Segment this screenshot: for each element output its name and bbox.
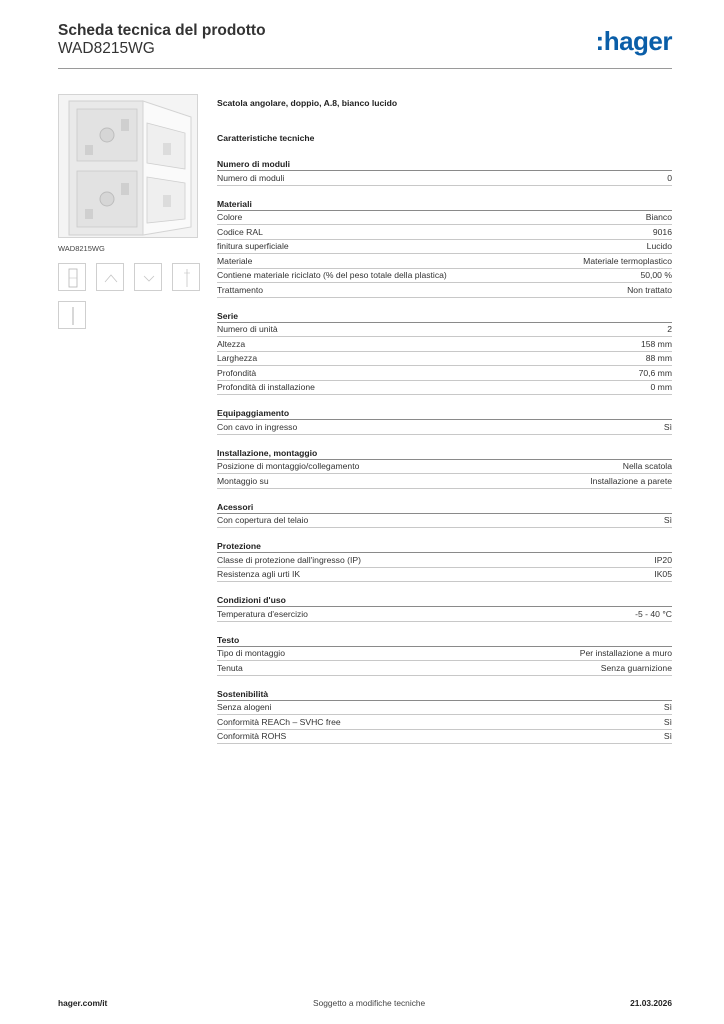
section-title: Numero di moduli [217,157,672,171]
spec-label: Con copertura del telaio [217,515,309,525]
spec-row [217,661,672,676]
spec-label: Resistenza agli urti IK [217,569,301,579]
drawing-top-icon [97,264,125,292]
spec-section [217,687,672,745]
spec-value: Sì [663,716,672,727]
spec-value: Non trattato [627,284,672,295]
spec-row [217,460,672,475]
hager-logo: :hager [595,26,672,56]
spec-label: Tenuta [217,662,243,673]
section-title: Serie [217,309,672,323]
spec-value: Sì [663,515,672,525]
spec-value: Sì [663,702,672,712]
spec-row [217,171,672,186]
spec-row [217,607,672,622]
spec-label: Tipo di montaggio [217,648,285,658]
spec-section [217,197,672,298]
spec-row [217,225,672,240]
spec-label: Trattamento [217,284,264,295]
spec-row [217,337,672,352]
spec-row [217,381,672,396]
spec-row [217,553,672,568]
spec-value: 0 mm [650,382,672,392]
spec-value: IP20 [654,554,672,565]
spec-value: 9016 [652,226,672,237]
section-title: Protezione [217,539,672,553]
spec-value: Per installazione a muro [579,648,672,658]
spec-section [217,593,672,622]
spec-value: Senza guarnizione [600,662,672,673]
spec-row [217,352,672,367]
spec-section [217,539,672,582]
spec-section [217,157,672,186]
page-header [58,22,672,58]
spec-value: Bianco [645,212,672,222]
thumbnail-profile[interactable] [58,301,86,329]
technical-specifications [217,96,672,744]
section-title: Materiali [217,197,672,211]
spec-label: Altezza [217,338,246,349]
spec-row [217,701,672,716]
spec-label: finitura superficiale [217,241,289,251]
thumbnail-side[interactable] [134,263,162,291]
spec-row [217,474,672,489]
spec-section [217,309,672,396]
spec-label: Con cavo in ingresso [217,421,298,432]
spec-row [217,568,672,583]
section-title: Sostenibilità [217,687,672,701]
spec-row [217,323,672,338]
spec-label: Larghezza [217,353,258,363]
spec-value: Lucido [646,241,672,251]
spec-value: IK05 [654,569,672,579]
section-title: Testo [217,633,672,647]
section-title: Acessori [217,500,672,514]
product-description: Scatola angolare, doppio, A.8, bianco lucido [217,98,398,108]
spec-row [217,366,672,381]
thumbnail-detail[interactable] [172,263,200,291]
footer-note: Soggetto a modifiche tecniche [313,998,426,1008]
spec-label: Numero di unità [217,324,278,334]
drawing-detail-icon [173,264,201,292]
spec-label: Posizione di montaggio/collegamento [217,461,360,471]
spec-label: Conformità ROHS [217,731,287,741]
spec-row [217,269,672,284]
spec-value: 2 [667,324,672,334]
spec-row [217,647,672,662]
spec-value: 50,00 % [640,270,672,280]
product-code: WAD8215WG [58,40,155,57]
spec-value: 88 mm [645,353,672,363]
product-image [58,94,198,238]
header-divider [58,68,672,69]
drawing-front-icon [59,264,87,292]
tech-heading: Caratteristiche tecniche [217,133,315,143]
spec-sections [217,157,672,744]
footer-website[interactable]: hager.com/it [58,998,108,1008]
spec-value: 158 mm [640,338,672,349]
spec-label: Classe di protezione dall'ingresso (IP) [217,554,361,565]
page-title: Scheda tecnica del prodotto [58,22,266,39]
spec-value: Materiale termoplastico [583,255,672,266]
drawing-side-icon [135,264,163,292]
spec-value: -5 - 40 °C [635,608,672,619]
spec-label: Profondità di installazione [217,382,315,392]
spec-row [217,715,672,730]
section-title: Equipaggiamento [217,406,672,420]
spec-value: 70,6 mm [638,367,672,378]
spec-label: Colore [217,212,243,222]
spec-label: Conformità REACh – SVHC free [217,716,341,727]
spec-row [217,254,672,269]
spec-value: Sì [663,731,672,741]
spec-section [217,446,672,489]
spec-row [217,283,672,298]
section-title: Condizioni d'uso [217,593,672,607]
image-caption: WAD8215WG [58,244,105,253]
spec-label: Profondità [217,367,257,378]
spec-value: 0 [667,172,672,183]
spec-label: Numero di moduli [217,172,285,183]
spec-section [217,633,672,676]
spec-label: Contiene materiale riciclato (% del peso totale della plastica) [217,270,447,280]
spec-row [217,240,672,255]
footer-date: 21.03.2026 [630,998,672,1008]
thumbnail-top[interactable] [96,263,124,291]
spec-label: Codice RAL [217,226,263,237]
spec-row [217,514,672,529]
spec-value: Installazione a parete [590,475,672,486]
drawing-profile-icon [59,302,87,330]
spec-row [217,211,672,226]
spec-value: Nella scatola [622,461,672,471]
section-title: Installazione, montaggio [217,446,672,460]
spec-row [217,730,672,745]
spec-label: Montaggio su [217,475,269,486]
spec-label: Senza alogeni [217,702,272,712]
spec-section [217,406,672,435]
spec-row [217,420,672,435]
spec-value: Sì [663,421,672,432]
spec-section [217,500,672,529]
spec-label: Temperatura d'esercizio [217,608,308,619]
spec-label: Materiale [217,255,253,266]
corner-box-icon [59,95,198,238]
thumbnail-front[interactable] [58,263,86,291]
